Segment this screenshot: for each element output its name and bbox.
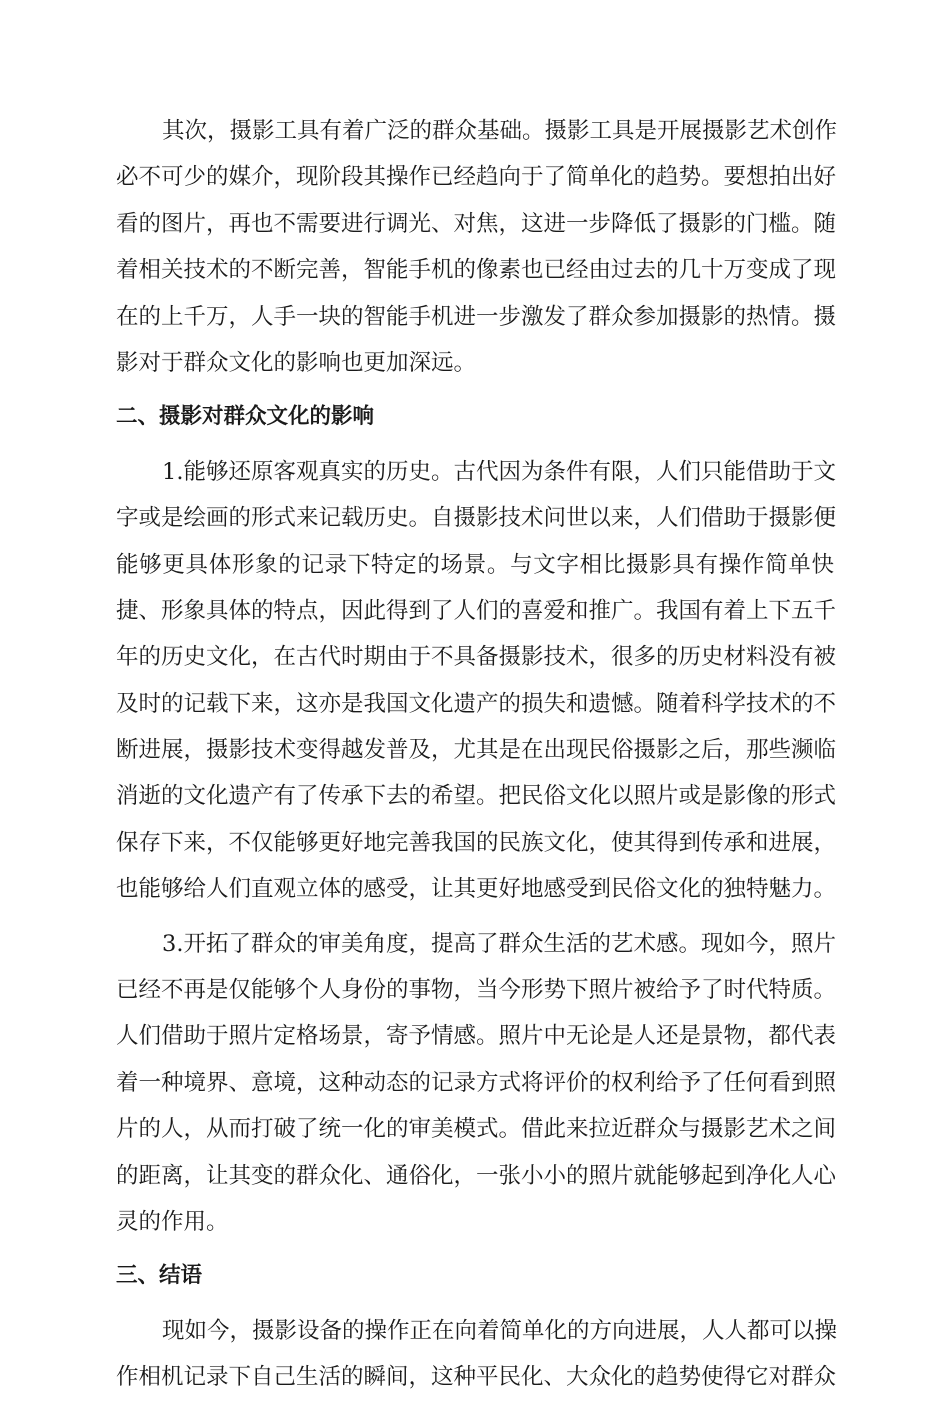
text-line: 捷、形象具体的特点，因此得到了人们的喜爱和推广。我国有着上下五千 bbox=[116, 597, 837, 624]
text-line: 保存下来，不仅能够更好地完善我国的民族文化，使其得到传承和进展， bbox=[116, 829, 837, 856]
text-line: 作相机记录下自己生活的瞬间，这种平民化、大众化的趋势使得它对群众 bbox=[116, 1364, 837, 1391]
text-line: 片的人，从而打破了统一化的审美模式。借此来拉近群众与摄影艺术之间 bbox=[116, 1116, 837, 1143]
paragraph-point-1 bbox=[116, 449, 837, 913]
text-line: 字或是绘画的形式来记载历史。自摄影技术问世以来，人们借助于摄影便 bbox=[116, 505, 837, 532]
text-line: 的距离，让其变的群众化、通俗化，一张小小的照片就能够起到净化人心 bbox=[116, 1162, 837, 1189]
text-line: 影对于群众文化的影响也更加深远。 bbox=[116, 349, 477, 376]
text-line: 1.能够还原客观真实的历史。古代因为条件有限，人们只能借助于文 bbox=[162, 458, 836, 485]
text-line: 必不可少的媒介，现阶段其操作已经趋向于了简单化的趋势。要想拍出好 bbox=[116, 164, 837, 191]
text-line: 人们借助于照片定格场景，寄予情感。照片中无论是人还是景物，都代表 bbox=[116, 1023, 837, 1050]
text-line: 看的图片，再也不需要进行调光、对焦，这进一步降低了摄影的门槛。随 bbox=[116, 210, 837, 237]
text-line: 3.开拓了群众的审美角度，提高了群众生活的艺术感。现如今，照片 bbox=[162, 930, 836, 957]
text-line: 在的上千万，人手一块的智能手机进一步激发了群众参加摄影的热情。摄 bbox=[116, 303, 837, 330]
section-heading-2: 二、摄影对群众文化的影响 bbox=[116, 404, 375, 430]
text-line: 其次，摄影工具有着广泛的群众基础。摄影工具是开展摄影艺术创作 bbox=[162, 118, 838, 144]
text-line: 消逝的文化遗产有了传承下去的希望。把民俗文化以照片或是影像的形式 bbox=[116, 783, 837, 810]
paragraph-intro bbox=[116, 108, 838, 386]
text-line: 着一种境界、意境，这种动态的记录方式将评价的权利给予了任何看到照 bbox=[116, 1069, 837, 1096]
text-line: 已经不再是仅能够个人身份的事物，当今形势下照片被给予了时代特质。 bbox=[116, 977, 837, 1004]
document-page bbox=[116, 108, 838, 1401]
text-line: 也能够给人们直观立体的感受，让其更好地感受到民俗文化的独特魅力。 bbox=[116, 876, 837, 903]
section-heading-3: 三、结语 bbox=[116, 1263, 203, 1289]
text-line: 灵的作用。 bbox=[116, 1208, 229, 1235]
text-line: 现如今，摄影设备的操作正在向着简单化的方向进展，人人都可以操 bbox=[162, 1317, 838, 1344]
text-line: 能够更具体形象的记录下特定的场景。与文字相比摄影具有操作简单快 bbox=[116, 551, 834, 578]
paragraph-conclusion bbox=[116, 1308, 838, 1401]
text-line: 着相关技术的不断完善，智能手机的像素也已经由过去的几十万变成了现 bbox=[116, 257, 837, 284]
text-line: 及时的记载下来，这亦是我国文化遗产的损失和遗憾。随着科学技术的不 bbox=[116, 690, 837, 717]
text-line: 断进展，摄影技术变得越发普及，尤其是在出现民俗摄影之后，那些濒临 bbox=[116, 737, 837, 764]
paragraph-point-3 bbox=[116, 921, 837, 1246]
text-line: 年的历史文化，在古代时期由于不具备摄影技术，很多的历史材料没有被 bbox=[116, 644, 837, 671]
